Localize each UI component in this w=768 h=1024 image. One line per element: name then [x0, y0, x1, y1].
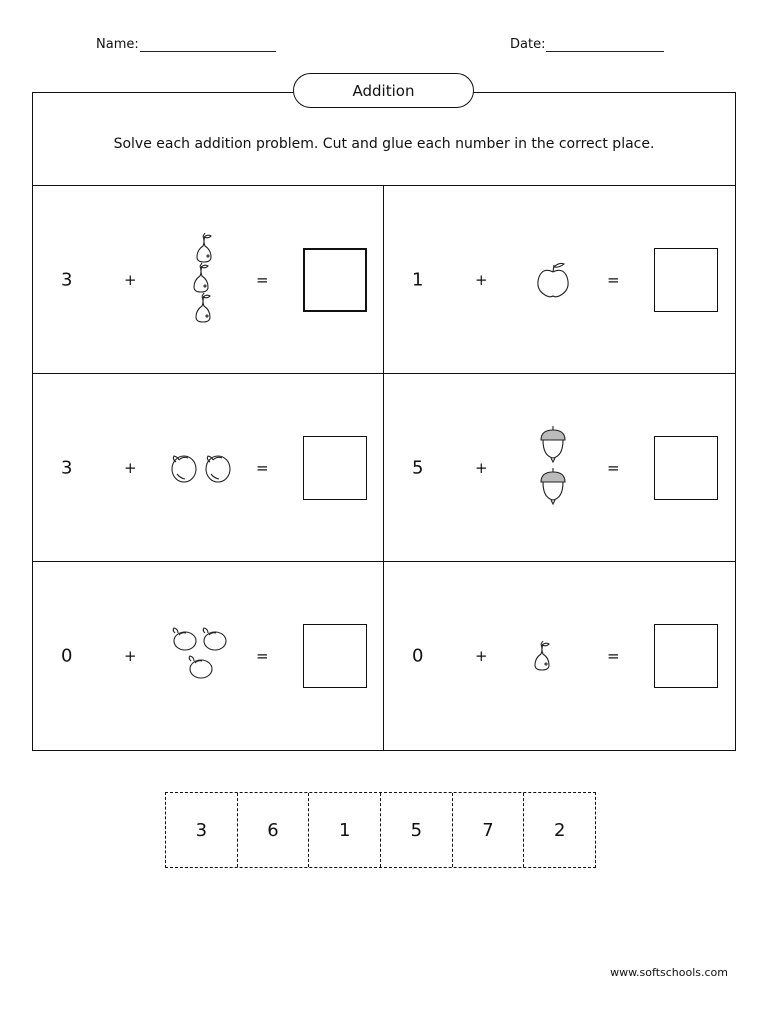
name-field[interactable]	[96, 37, 276, 52]
lemon-icon	[167, 606, 237, 706]
problem-number: 3	[61, 269, 73, 290]
equals-sign: =	[256, 270, 269, 289]
instructions: Solve each addition problem. Cut and glue each number in the correct place.	[33, 93, 735, 186]
title-text: Addition	[352, 81, 415, 100]
problem-cell	[33, 186, 384, 374]
date-line[interactable]	[546, 38, 664, 52]
problem-number: 0	[412, 645, 424, 667]
problem-number: 3	[61, 457, 73, 478]
plus-sign: +	[475, 647, 488, 665]
equals-sign: =	[256, 458, 269, 477]
pear-icon	[518, 606, 588, 706]
name-line[interactable]	[140, 38, 276, 52]
cutout-number[interactable]: 3	[166, 793, 238, 867]
problem-number: 1	[412, 269, 424, 290]
equals-sign: =	[607, 458, 620, 477]
problem-number: 5	[412, 457, 424, 478]
orange-icon	[167, 418, 237, 518]
equals-sign: =	[607, 647, 620, 665]
cutout-strip	[165, 792, 596, 868]
worksheet-title	[293, 73, 474, 108]
problem-cell	[384, 186, 735, 374]
problem-cell	[384, 374, 735, 562]
answer-box[interactable]	[303, 436, 367, 500]
equals-sign: =	[607, 270, 620, 289]
answer-box[interactable]	[303, 248, 367, 312]
answer-box[interactable]	[654, 248, 718, 312]
problem-grid	[33, 186, 735, 750]
cutout-number[interactable]: 5	[381, 793, 453, 867]
acorn-icon	[518, 418, 588, 518]
pear-icon	[167, 230, 237, 330]
plus-sign: +	[124, 647, 137, 665]
plus-sign: +	[124, 270, 137, 289]
name-label: Name:	[96, 37, 139, 52]
plus-sign: +	[475, 458, 488, 477]
date-label: Date:	[510, 37, 546, 52]
equals-sign: =	[256, 647, 269, 665]
plus-sign: +	[124, 458, 137, 477]
cutout-number[interactable]: 6	[238, 793, 310, 867]
problem-cell	[384, 562, 735, 750]
answer-box[interactable]	[654, 436, 718, 500]
plus-sign: +	[475, 270, 488, 289]
problem-number: 0	[61, 645, 73, 667]
apple-icon	[518, 230, 588, 330]
footer-url: www.softschools.com	[610, 966, 728, 979]
answer-box[interactable]	[303, 624, 367, 688]
cutout-number[interactable]: 1	[309, 793, 381, 867]
problem-cell	[33, 562, 384, 750]
problem-cell	[33, 374, 384, 562]
answer-box[interactable]	[654, 624, 718, 688]
cutout-number[interactable]: 7	[453, 793, 525, 867]
cutout-number[interactable]: 2	[553, 819, 566, 841]
worksheet-frame	[32, 92, 736, 751]
date-field[interactable]	[510, 37, 664, 52]
